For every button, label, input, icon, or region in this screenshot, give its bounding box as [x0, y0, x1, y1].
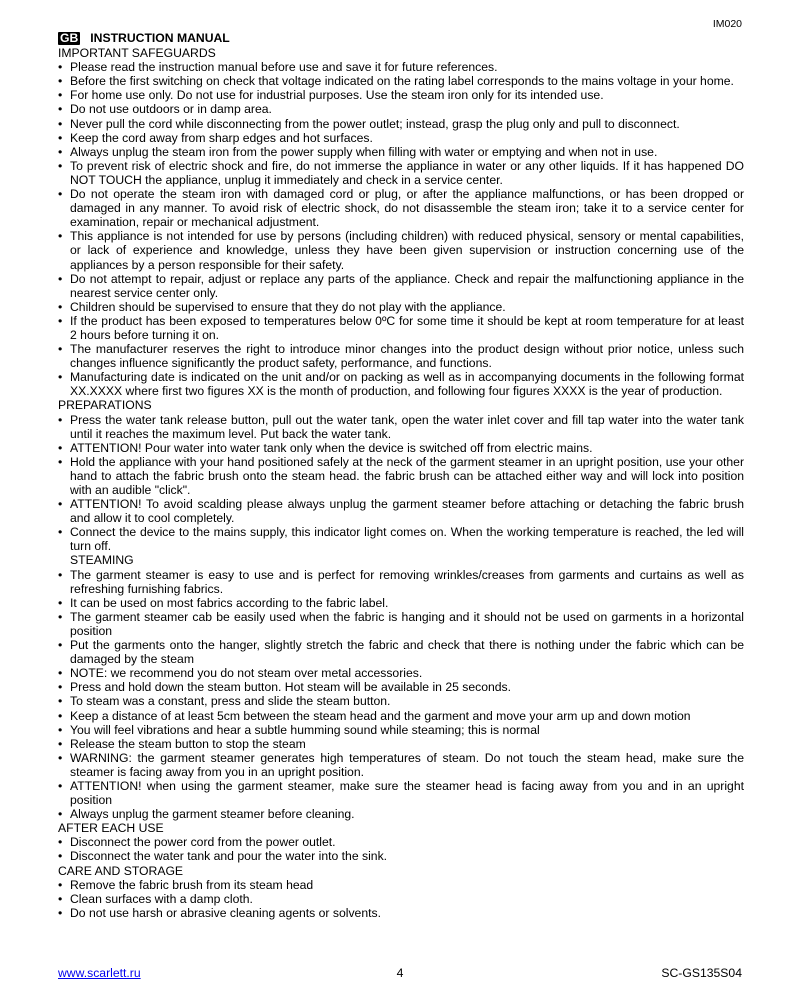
section-heading: STEAMING	[70, 553, 134, 568]
bullet-list	[58, 413, 744, 554]
bullet-item: • The garment steamer is easy to use and is perfect for removing wrinkles/creases from garments and curtains as well as refreshing furnishing fabrics.	[58, 568, 744, 596]
bullet-item: • Do not operate the steam iron with damaged cord or plug, or after the appliance malfunctions, or has been dropped or damaged in any manner. To avoid risk of electric shock, do not disassemble the steam iron; take it to a service center for examination, repair or mechanical adjustment.	[58, 187, 744, 229]
bullet-list	[58, 835, 744, 863]
bullet-item: • For home use only. Do not use for industrial purposes. Use the steam iron only for its intended use.	[58, 88, 744, 102]
bullet-item: • Remove the fabric brush from its steam head	[58, 878, 744, 892]
manual-title: INSTRUCTION MANUAL	[90, 31, 230, 45]
bullet-item: • To steam was a constant, press and slide the steam button.	[58, 694, 744, 708]
bullet-item: • Disconnect the power cord from the power outlet.	[58, 835, 744, 849]
bullet-item: • If the product has been exposed to temperatures below 0ºC for some time it should be kept at room temperature for at least 2 hours before turning it on.	[58, 314, 744, 342]
bullet-item: • Keep a distance of at least 5cm between the steam head and the garment and move your arm up and down motion	[58, 709, 744, 723]
section-heading: AFTER EACH USE	[58, 821, 164, 836]
bullet-item: • Always unplug the garment steamer before cleaning.	[58, 807, 744, 821]
section-heading: CARE AND STORAGE	[58, 863, 184, 878]
bullet-item: • Do not attempt to repair, adjust or replace any parts of the appliance. Check and repair the malfunctioning appliance in the nearest service center only.	[58, 272, 744, 300]
bullet-item: • The manufacturer reserves the right to introduce minor changes into the product design without prior notice, unless such changes influence significantly the product safety, performance, and functions.	[58, 342, 744, 370]
bullet-item: • Press and hold down the steam button. Hot steam will be available in 25 seconds.	[58, 680, 744, 694]
bullet-item: • Please read the instruction manual before use and save it for future references.	[58, 60, 744, 74]
manual-title-row	[58, 31, 744, 45]
bullet-item: • NOTE: we recommend you do not steam over metal accessories.	[58, 666, 744, 680]
bullet-item: • Always unplug the steam iron from the power supply when filling with water or emptying and when not in use.	[58, 145, 744, 159]
bullet-item: • To prevent risk of electric shock and fire, do not immerse the appliance in water or any other liquids. If it has happened DO NOT TOUCH the appliance, unplug it immediately and check in a service center.	[58, 159, 744, 187]
bullet-item: • Hold the appliance with your hand positioned safely at the neck of the garment steamer in an upright position, use your other hand to attach the fabric brush onto the steam head. the fabric brush can be attached either way and will lock into position with an audible "click".	[58, 455, 744, 497]
bullet-item: • The garment steamer cab be easily used when the fabric is hanging and it should not be used on garments in a horizontal position	[58, 610, 744, 638]
website-link[interactable]: www.scarlett.ru	[58, 966, 141, 980]
sections-container	[58, 46, 744, 920]
bullet-item: • Press the water tank release button, pull out the water tank, open the water inlet cover and fill tap water into the water tank until it reaches the maximum level. Put back the water tank.	[58, 413, 744, 441]
bullet-item: • Do not use outdoors or in damp area.	[58, 102, 744, 116]
bullet-list	[58, 878, 744, 920]
bullet-list	[58, 60, 744, 398]
bullet-item: • This appliance is not intended for use by persons (including children) with reduced physical, sensory or mental capabilities, or lack of experience and knowledge, unless they have been given supervision or instruction concerning use of the appliances by a person responsible for their safety.	[58, 229, 744, 271]
bullet-item: • ATTENTION! Pour water into water tank only when the device is switched off from electric mains.	[58, 441, 744, 455]
section-heading: PREPARATIONS	[58, 398, 152, 413]
bullet-item: • ATTENTION! when using the garment steamer, make sure the steamer head is facing away from you and in an upright position	[58, 779, 744, 807]
section-heading: IMPORTANT SAFEGUARDS	[58, 46, 216, 61]
language-badge: GB	[60, 31, 79, 45]
bullet-item: • Disconnect the water tank and pour the water into the sink.	[58, 849, 744, 863]
bullet-item: • ATTENTION! To avoid scalding please always unplug the garment steamer before attaching or detaching the fabric brush and allow it to cool completely.	[58, 497, 744, 525]
page-number: 4	[396, 966, 404, 980]
bullet-item: • Connect the device to the mains supply, this indicator light comes on. When the working temperature is reached, the led will turn off.	[58, 525, 744, 553]
bullet-item: • Do not use harsh or abrasive cleaning agents or solvents.	[58, 906, 744, 920]
bullet-item: • You will feel vibrations and hear a subtle humming sound while steaming; this is normal	[58, 723, 744, 737]
bullet-item: • Keep the cord away from sharp edges and hot surfaces.	[58, 131, 744, 145]
bullet-item: • WARNING: the garment steamer generates high temperatures of steam. Do not touch the steam head, make sure the steamer is facing away from you in an upright position.	[58, 751, 744, 779]
bullet-item: • Children should be supervised to ensure that they do not play with the appliance.	[58, 300, 744, 314]
document-code: IM020	[712, 18, 742, 30]
bullet-item: • It can be used on most fabrics according to the fabric label.	[58, 596, 744, 610]
bullet-item: • Clean surfaces with a damp cloth.	[58, 892, 744, 906]
bullet-list	[58, 568, 744, 822]
manual-content	[58, 31, 744, 920]
model-number: SC-GS135S04	[661, 966, 742, 980]
bullet-item: • Release the steam button to stop the steam	[58, 737, 744, 751]
bullet-item: • Before the first switching on check that voltage indicated on the rating label corresponds to the mains voltage in your home.	[58, 74, 744, 88]
bullet-item: • Manufacturing date is indicated on the unit and/or on packing as well as in accompanying documents in the following format XX.XXXX where first two figures XX is the month of production, and following four figures XXXX is the year of production.	[58, 370, 744, 398]
bullet-item: • Put the garments onto the hanger, slightly stretch the fabric and check that there is nothing under the fabric which can be damaged by the steam	[58, 638, 744, 666]
bullet-item: • Never pull the cord while disconnecting from the power outlet; instead, grasp the plug only and pull to disconnect.	[58, 117, 744, 131]
